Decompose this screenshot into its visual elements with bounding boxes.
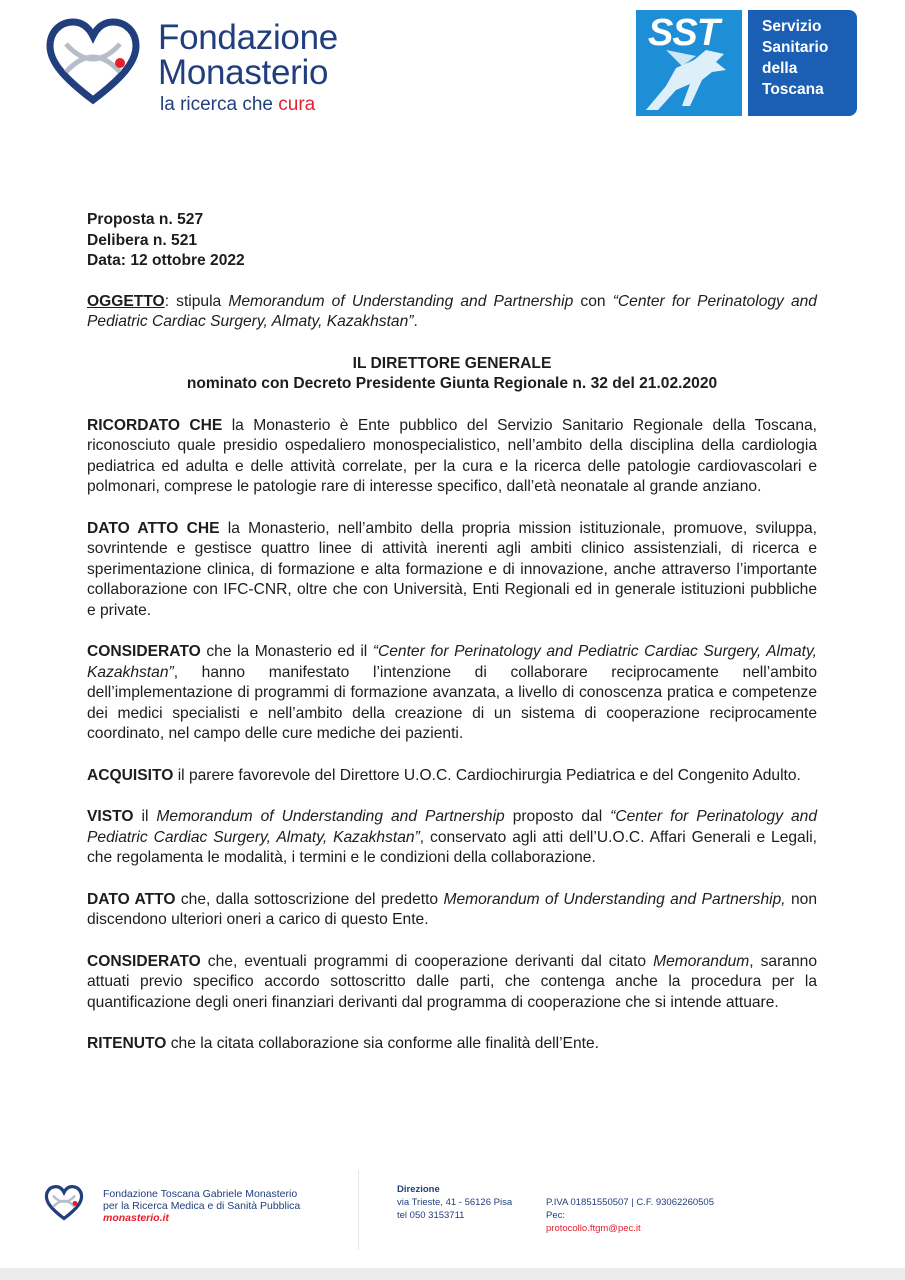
oggetto-label: OGGETTO: [87, 292, 165, 310]
text: che la Monasterio ed il: [200, 643, 373, 660]
org-name-line1: Fondazione: [158, 18, 338, 57]
sst-logo-mark: [636, 10, 742, 116]
proposta-number: Proposta n. 527: [87, 211, 204, 228]
paragraph-dato-atto: [87, 890, 817, 931]
org-tagline: [160, 94, 315, 116]
pegasus-logo-icon: [636, 10, 742, 116]
page-footer: [0, 1150, 905, 1280]
text: proposto dal: [504, 808, 611, 825]
lead-bold: CONSIDERATO: [87, 952, 201, 970]
sst-logo: [636, 10, 857, 116]
sst-letters: SST: [648, 12, 719, 54]
text: , hanno manifestato l’intenzione di collaborare reciprocamente nell’ambito dell’implementazione di programmi di formazione avanzata, a livello di conoscenza pratica e competenze dei medici specialisti e nell’ambito della creazione di un sistema di cooperazione reciprocamente coordinato, nel campo delle cure mediche dei pazienti.: [87, 663, 817, 742]
lead-bold: CONSIDERATO: [87, 643, 201, 660]
document-date: Data: 12 ottobre 2022: [87, 252, 245, 269]
text-italic: Memorandum: [653, 952, 750, 970]
footer-website-link[interactable]: monasterio.it: [103, 1212, 169, 1224]
document-meta: [87, 210, 817, 272]
heart-knot-logo-icon: [44, 16, 142, 108]
fondazione-monasterio-logo: [44, 14, 374, 114]
text-italic: “Center for Perinatology and Pediatric Cardiac Surgery, Almaty, Kazakhstan”: [87, 292, 817, 330]
paragraph-acquisito: [87, 766, 817, 787]
paragraph-considerato-1: [87, 642, 817, 745]
lead-bold: VISTO: [87, 808, 134, 825]
paragraph-ricordato: [87, 416, 817, 498]
paragraph-ritenuto: [87, 1034, 817, 1055]
sst-line: Sanitario: [762, 39, 829, 56]
tagline-prefix: la ricerca che: [160, 94, 279, 115]
paragraph-visto: [87, 807, 817, 869]
footer-org: [103, 1188, 300, 1224]
org-name-line2: Monasterio: [158, 53, 329, 92]
sst-text: [748, 10, 857, 116]
oggetto-paragraph: [87, 292, 817, 333]
text: che, eventuali programmi di cooperazione derivanti dal citato: [200, 952, 654, 970]
text-italic: Memorandum of Understanding and Partnership: [156, 808, 505, 825]
text: , conservato agli atti dell’U.O.C. Affari Generali e Legali, che regolamenta le modalità, i termini e le condizioni della collaborazione.: [87, 828, 817, 866]
document-body: [87, 210, 817, 1055]
delibera-number: Delibera n. 521: [87, 231, 198, 249]
lead-bold: ACQUISITO: [87, 766, 174, 784]
footer-pec-label: Pec:: [546, 1210, 566, 1221]
paragraph-considerato-2: [87, 952, 817, 1014]
paragraph-dato-atto-che: [87, 519, 817, 622]
heart-knot-small-icon: [44, 1184, 84, 1222]
text: , saranno attuati previo specifico accordo sottoscritto dalle parti, che contenga anche la procedura per la quantificazione degli oneri finanziari derivanti dal programma di cooperazione che si intende attuare.: [87, 952, 817, 1011]
text: con: [573, 292, 613, 310]
footer-dir-address: via Trieste, 41 - 56126 Pisa: [397, 1197, 513, 1208]
text: : stipula: [164, 292, 229, 310]
sst-line: Servizio: [762, 18, 822, 35]
sst-line: Toscana: [762, 81, 824, 98]
footer-dir-tel: tel 050 3153711: [397, 1210, 465, 1221]
lead-bold: RITENUTO: [87, 1035, 167, 1052]
text: non discendono ulteriori oneri a carico di questo Ente.: [87, 890, 817, 928]
footer-direzione: [397, 1183, 512, 1222]
org-name: [158, 20, 338, 90]
direttore-subtitle: nominato con Decreto Presidente Giunta Regionale n. 32 del 21.02.2020: [186, 375, 718, 392]
text-italic: “Center for Perinatology and Pediatric Cardiac Surgery, Almaty, Kazakhstan”: [87, 808, 817, 846]
footer-org-line2: per la Ricerca Medica e di Sanità Pubblica: [103, 1200, 301, 1212]
bottom-band: [0, 1268, 905, 1280]
footer-dir-title: Direzione: [397, 1184, 440, 1195]
lead-bold: DATO ATTO: [87, 890, 176, 908]
footer-pec: [546, 1209, 714, 1235]
lead-bold: DATO ATTO CHE: [87, 519, 220, 537]
sst-line: della: [762, 60, 798, 77]
footer-org-line1: Fondazione Toscana Gabriele Monasterio: [103, 1188, 298, 1200]
text-italic: Memorandum of Understanding and Partnership: [228, 292, 574, 310]
text: che, dalla sottoscrizione del predetto: [175, 890, 444, 908]
text: la Monasterio è Ente pubblico del Servizio Sanitario Regionale della Toscana, riconosciuto quale presidio ospedaliero monospecialistico, nell’ambito della disciplina della cardiologia pediatrica ed adulta e delle attività correlate, per la cura e la ricerca delle patologie cardiovascolari e polmonari, comprese le patologie rare di interesse specifico, dall’età neonatale al grande anziano.: [87, 416, 817, 495]
footer-fiscal: [546, 1196, 714, 1235]
tagline-accent: cura: [278, 94, 316, 115]
footer-pec-link[interactable]: protocollo.ftgm@pec.it: [546, 1223, 641, 1234]
text-italic: “Center for Perinatology and Pediatric Cardiac Surgery, Almaty, Kazakhstan”: [87, 643, 817, 681]
text: il parere favorevole del Direttore U.O.C. Cardiochirurgia Pediatrica e del Congenito Adulto.: [173, 766, 801, 784]
lead-bold: RICORDATO CHE: [87, 416, 223, 434]
text-italic: Memorandum of Understanding and Partnership,: [443, 890, 786, 908]
footer-divider: [358, 1170, 359, 1250]
text: il: [133, 808, 157, 825]
text: la Monasterio, nell’ambito della propria mission istituzionale, promuove, sviluppa, sovrintende e gestisce quattro linee di attività inerenti agli ambiti clinico assistenziali, di ricerca e sperimentazione clinica, di formazione e alta formazione e di innovazione, anche attraverso l’importante collaborazione con IFC-CNR, oltre che con Università, Enti Regionali ed in generale istituzioni pubbliche e private.: [87, 519, 818, 619]
text: .: [413, 313, 418, 330]
text: che la citata collaborazione sia conforme alle finalità dell’Ente.: [166, 1035, 599, 1052]
footer-piva-cf: P.IVA 01851550507 | C.F. 93062260505: [546, 1197, 714, 1208]
direttore-title: IL DIRETTORE GENERALE: [352, 354, 552, 372]
